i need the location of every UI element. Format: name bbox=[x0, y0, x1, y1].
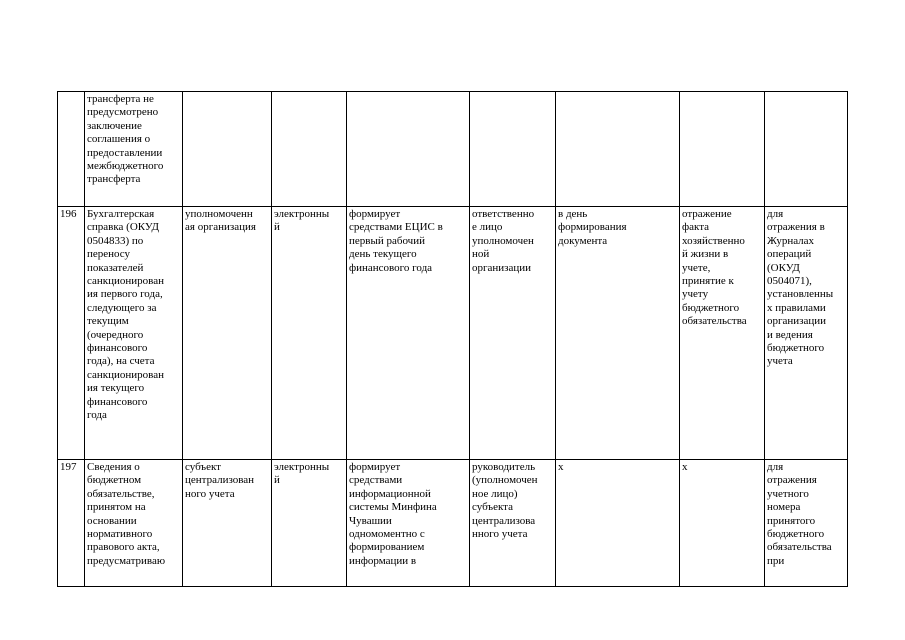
responsible-cell: ответственно е лицо уполномочен ной организации bbox=[470, 207, 556, 460]
responsible-cell: руководитель (уполномочен ное лицо) субъекта централизова нного учета bbox=[470, 460, 556, 587]
document-name-cell: Сведения о бюджетном обязательстве, принятом на основании нормативного правового акта, предусматриваю bbox=[85, 460, 183, 587]
responsible-cell bbox=[470, 92, 556, 207]
usage-cell: для отражения в Журналах операций (ОКУД 0504071), установленны х правилами организации и ведения бюджетного учета bbox=[765, 207, 848, 460]
timing-cell: х bbox=[556, 460, 680, 587]
creator-cell: субъект централизован ного учета bbox=[183, 460, 272, 587]
procedure-cell: формирует средствами информационной системы Минфина Чувашии одномоментно с формированием информации в bbox=[347, 460, 470, 587]
timing-cell bbox=[556, 92, 680, 207]
table-row bbox=[58, 460, 848, 587]
usage-cell bbox=[765, 92, 848, 207]
document-name-cell: трансферта не предусмотрено заключение соглашения о предоставлении межбюджетного трансферта bbox=[85, 92, 183, 207]
document-table bbox=[57, 91, 848, 587]
usage-cell: для отражения учетного номера принятого бюджетного обязательства при bbox=[765, 460, 848, 587]
format-cell: электронны й bbox=[272, 207, 347, 460]
purpose-cell: х bbox=[680, 460, 765, 587]
purpose-cell bbox=[680, 92, 765, 207]
row-number-cell bbox=[58, 92, 85, 207]
row-number-cell: 197 bbox=[58, 460, 85, 587]
format-cell bbox=[272, 92, 347, 207]
row-number-cell: 196 bbox=[58, 207, 85, 460]
purpose-cell: отражение факта хозяйственно й жизни в учете, принятие к учету бюджетного обязательства bbox=[680, 207, 765, 460]
procedure-cell bbox=[347, 92, 470, 207]
format-cell: электронны й bbox=[272, 460, 347, 587]
table-row bbox=[58, 92, 848, 207]
creator-cell: уполномоченн ая организация bbox=[183, 207, 272, 460]
procedure-cell: формирует средствами ЕЦИС в первый рабочий день текущего финансового года bbox=[347, 207, 470, 460]
table-row bbox=[58, 207, 848, 460]
creator-cell bbox=[183, 92, 272, 207]
document-name-cell: Бухгалтерская справка (ОКУД 0504833) по переносу показателей санкционирован ия первого года, следующего за текущим (очередного финансового года), на счета санкционирован ия текущего финансового года bbox=[85, 207, 183, 460]
timing-cell: в день формирования документа bbox=[556, 207, 680, 460]
